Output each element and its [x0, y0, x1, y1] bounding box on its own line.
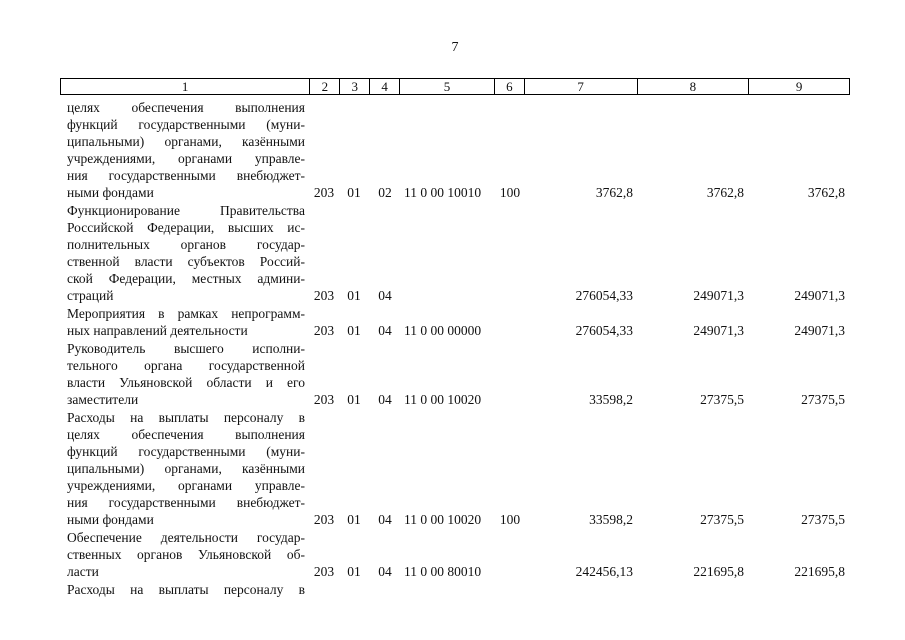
cell-col-7: 3762,8 [595, 185, 633, 200]
cell-col-4: 04 [378, 564, 392, 579]
description-line: ния государственными внебюджет- [67, 168, 305, 183]
row-description [67, 305, 305, 339]
cell-col-3: 01 [347, 185, 361, 200]
header-col-7: 7 [525, 79, 638, 94]
header-col-9: 9 [795, 79, 803, 94]
description-line: ными фондами [67, 512, 154, 527]
cell-col-2: 203 [313, 512, 335, 527]
header-col-6: 6 [495, 79, 525, 94]
cell-col-3: 01 [347, 288, 361, 303]
cell-col-2: 203 [313, 392, 335, 407]
cell-col-8: 221695,8 [693, 564, 744, 579]
description-line: учреждениями, органами управле- [67, 478, 305, 493]
cell-col-3: 01 [347, 392, 361, 407]
header-col-1: 1 [61, 79, 310, 94]
row-description [67, 409, 305, 528]
row-description [67, 529, 305, 580]
description-line: целях обеспечения выполнения [67, 100, 305, 115]
description-line: ственной власти субъектов Россий- [67, 254, 305, 269]
cell-col-3: 01 [347, 323, 361, 338]
cell-col-6: 100 [499, 512, 521, 527]
description-line: ными фондами [67, 185, 154, 200]
cell-col-4: 04 [378, 392, 392, 407]
header-col-5: 5 [400, 79, 495, 94]
cell-col-5: 11 0 00 80010 [404, 564, 482, 579]
cell-col-5: 11 0 00 10020 [404, 512, 482, 527]
cell-col-3: 01 [347, 512, 361, 527]
description-line: страций [67, 288, 114, 303]
cell-col-8: 3762,8 [706, 185, 744, 200]
description-line: ципальными) органами, казёнными [67, 134, 305, 149]
cell-col-9: 27375,5 [801, 392, 845, 407]
header-col-3: 3 [340, 79, 370, 94]
row-description [67, 99, 305, 201]
cell-col-4: 04 [378, 288, 392, 303]
description-line: учреждениями, органами управле- [67, 151, 305, 166]
cell-col-7: 33598,2 [589, 392, 633, 407]
cell-col-2: 203 [313, 323, 335, 338]
cell-col-2: 203 [313, 185, 335, 200]
cell-col-9: 221695,8 [794, 564, 845, 579]
cell-col-8: 249071,3 [693, 323, 744, 338]
description-line: Мероприятия в рамках непрограмм- [67, 306, 305, 321]
description-line: функций государственными (муни- [67, 444, 305, 459]
cell-col-2: 203 [313, 288, 335, 303]
description-line: Расходы на выплаты персоналу в [67, 410, 305, 425]
cell-col-7: 242456,13 [575, 564, 633, 579]
cell-col-9: 249071,3 [794, 323, 845, 338]
cell-col-9: 249071,3 [794, 288, 845, 303]
cell-col-4: 04 [378, 323, 392, 338]
cell-col-7: 276054,33 [575, 323, 633, 338]
description-line: ных направлений деятельности [67, 323, 248, 338]
cell-col-4: 02 [378, 185, 392, 200]
description-line: полнительных органов государ- [67, 237, 305, 252]
cell-col-5: 11 0 00 10010 [404, 185, 482, 200]
cell-col-4: 04 [378, 512, 392, 527]
cell-col-8: 249071,3 [693, 288, 744, 303]
row-description [67, 202, 305, 304]
cell-col-8: 27375,5 [700, 392, 744, 407]
table-header [60, 78, 850, 95]
description-line: Расходы на выплаты персоналу в [67, 582, 305, 597]
cell-col-2: 203 [313, 564, 335, 579]
cell-col-9: 3762,8 [807, 185, 845, 200]
description-line: заместители [67, 392, 139, 407]
cell-col-9: 27375,5 [801, 512, 845, 527]
cell-col-7: 33598,2 [589, 512, 633, 527]
description-line: ципальными) органами, казёнными [67, 461, 305, 476]
description-line: тельного органа государственной [67, 358, 305, 373]
description-line: ния государственными внебюджет- [67, 495, 305, 510]
description-line: власти Ульяновской области и его [67, 375, 305, 390]
cell-col-5: 11 0 00 00000 [404, 323, 482, 338]
description-line: Функционирование Правительства [67, 203, 305, 218]
cell-col-3: 01 [347, 564, 361, 579]
description-line: Обеспечение деятельности государ- [67, 530, 305, 545]
description-line: функций государственными (муни- [67, 117, 305, 132]
page-number: 7 [451, 40, 459, 55]
description-line: ской Федерации, местных админи- [67, 271, 305, 286]
description-line: ственных органов Ульяновской об- [67, 547, 305, 562]
description-line: ласти [67, 564, 99, 579]
cell-col-7: 276054,33 [575, 288, 633, 303]
description-line: Руководитель высшего исполни- [67, 341, 305, 356]
header-col-8: 8 [638, 79, 750, 94]
description-line: целях обеспечения выполнения [67, 427, 305, 442]
cell-col-5: 11 0 00 10020 [404, 392, 482, 407]
row-description [67, 581, 305, 598]
cell-col-8: 27375,5 [700, 512, 744, 527]
cell-col-6: 100 [499, 185, 521, 200]
row-description [67, 340, 305, 408]
description-line: Российской Федерации, высших ис- [67, 220, 305, 235]
header-col-4: 4 [370, 79, 400, 94]
header-col-2: 2 [310, 79, 340, 94]
